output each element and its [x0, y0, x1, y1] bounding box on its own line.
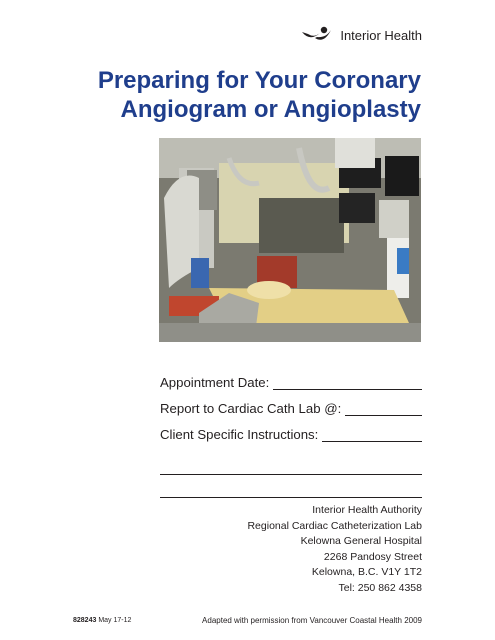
- report-to-field[interactable]: [345, 402, 422, 416]
- form-number: 828243: [73, 617, 97, 624]
- header-logo: [300, 24, 422, 46]
- interior-health-logo-icon: [300, 24, 334, 46]
- address-line: Interior Health Authority: [312, 504, 422, 516]
- address-line: Tel: 250 862 4358: [338, 581, 422, 594]
- address-line: 2268 Pandosy Street: [323, 550, 422, 563]
- instructions-blank-line-2[interactable]: [160, 475, 422, 498]
- address-line: Kelowna General Hospital: [300, 535, 422, 547]
- appointment-date-row: [160, 374, 422, 390]
- address-line: Regional Cardiac Catheterization Lab: [247, 519, 422, 532]
- report-to-row: [160, 400, 422, 416]
- appointment-date-field[interactable]: [273, 376, 422, 390]
- title-line-2: Angiogram or Angioplasty: [120, 96, 421, 123]
- instructions-row: [160, 426, 422, 442]
- organization-name: Interior Health: [340, 27, 422, 43]
- form-date: May 17-12: [98, 617, 132, 624]
- cath-lab-photo: [159, 138, 421, 342]
- appointment-date-label: Appointment Date:: [160, 375, 270, 390]
- title-line-1: Preparing for Your Coronary: [97, 67, 421, 94]
- address-line: Kelowna, B.C. V1Y 1T2: [311, 566, 422, 578]
- appointment-form: [160, 374, 422, 498]
- address-block: [247, 503, 422, 596]
- instructions-field[interactable]: [322, 428, 422, 442]
- footer-code: [73, 617, 131, 624]
- footer-credit: Adapted with permission from Vancouver Coastal Health 2009: [202, 616, 422, 625]
- page-title: [98, 66, 421, 124]
- report-to-label: Report to Cardiac Cath Lab @:: [160, 401, 342, 416]
- instructions-label: Client Specific Instructions:: [160, 427, 319, 442]
- instructions-blank-line-1[interactable]: [160, 452, 422, 475]
